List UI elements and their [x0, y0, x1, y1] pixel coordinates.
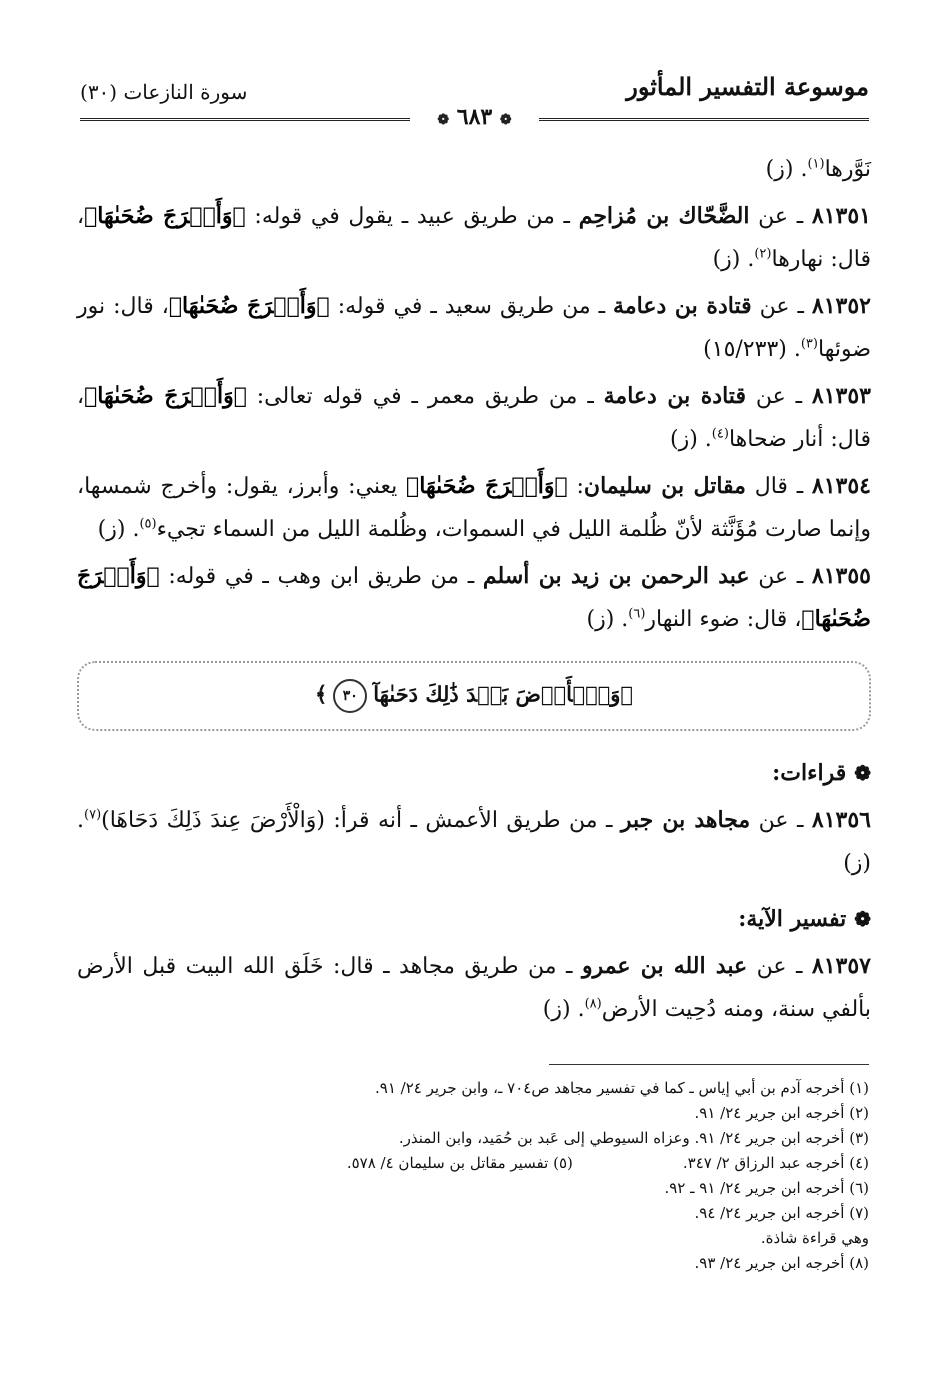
surah-label: سورة النازعات (٣٠) [80, 80, 248, 104]
entry-81356: ٨١٣٥٦ ـ عن مجاهد بن جبر ـ من طريق الأعمش ـ أنه قرأ: (وَالْأَرْضَ عِندَ ذَلِكَ دَحَاهَا)$^{(٧)}$. (ز) [77, 807, 871, 876]
footnote-7: (٧) أخرجه ابن جرير ٢٤/ ٩٤. [694, 1204, 869, 1222]
footnote-8: (٨) أخرجه ابن جرير ٢٤/ ٩٣. [694, 1254, 869, 1272]
section-heading-tafsir: ❁تفسير الآية: [77, 899, 871, 939]
footnote-ref: (١) [807, 156, 825, 172]
entry-continuation: نَوَّرها$^{(١)}$. (ز) [765, 156, 871, 182]
footnote-separator [549, 1064, 869, 1065]
entry-81357: ٨١٣٥٧ ـ عن عبد الله بن عمرو ـ من طريق مجاهد ـ قال: خَلَق الله البيت قبل الأرض بألفي سنة، ومنه دُحِيت الأرض$^{(٨)}$. (ز) [77, 953, 871, 1022]
footnote-4: (٤) أخرجه عبد الرزاق ٢/ ٣٤٧. [682, 1154, 869, 1172]
entry-81353: ٨١٣٥٣ ـ عن قتادة بن دعامة ـ من طريق معمر ـ في قوله تعالى: ﴿وَأَخۡرَجَ ضُحَىٰهَا﴾، قال: أنار ضحاها$^{(٤)}$. (ز) [77, 383, 871, 452]
footnote-2: (٢) أخرجه ابن جرير ٢٤/ ٩١. [694, 1104, 869, 1122]
footnote-1: (١) أخرجه آدم بن أبي إياس ـ كما في تفسير مجاهد ص٧٠٤ ـ، وابن جرير ٢٤/ ٩١. [375, 1079, 869, 1097]
page-body [77, 148, 871, 1035]
footnote-ref: (٢) [754, 246, 772, 262]
entry-81355: ٨١٣٥٥ ـ عن عبد الرحمن بن زيد بن أسلم ـ من طريق ابن وهب ـ في قوله: ﴿وَأَخۡرَجَ ضُحَىٰهَا﴾، قال: ضوء النهار$^{(٦)}$. (ز) [77, 563, 871, 632]
entry-81352: ٨١٣٥٢ ـ عن قتادة بن دعامة ـ من طريق سعيد ـ في قوله: ﴿وَأَخۡرَجَ ضُحَىٰهَا﴾، قال: نور ضوئها$^{(٣)}$. (١٥/٢٣٣) [77, 293, 871, 362]
entry-81351: ٨١٣٥١ ـ عن الضَّحّاك بن مُزاحِم ـ من طريق عبيد ـ يقول في قوله: ﴿وَأَخۡرَجَ ضُحَىٰهَا﴾، قال: نهارها$^{(٢)}$. (ز) [77, 203, 871, 272]
footnote-ref: (٦) [628, 606, 646, 622]
flower-icon: ❁ [854, 907, 871, 931]
footnote-3: (٣) أخرجه ابن جرير ٢٤/ ٩١. وعزاه السيوطي إلى عَبد بن حُمَيد، وابن المنذر. [398, 1129, 869, 1147]
ornament-icon: ❁ [437, 112, 450, 128]
footnote-6: (٦) أخرجه ابن جرير ٢٤/ ٩١ ـ ٩٢. [664, 1179, 869, 1197]
footnote-ref: (٨) [584, 996, 602, 1012]
footnote-ref: (٣) [800, 336, 818, 352]
footnote-7-note: وهي قراءة شاذة. [760, 1229, 869, 1247]
footnote-ref: (٧) [84, 807, 102, 823]
footnote-5: (٥) تفسير مقاتل بن سليمان ٤/ ٥٧٨. [346, 1154, 573, 1172]
footnote-ref: (٤) [711, 426, 729, 442]
page-number: ٦٨٣ [456, 104, 493, 130]
footnotes [79, 1076, 869, 1276]
book-title: موسوعة التفسير المأثور [626, 72, 869, 101]
footnote-ref: (٥) [139, 516, 157, 532]
ornament-icon: ❁ [499, 112, 512, 128]
ayah-text: ﴿وَٱلۡأَرۡضَ بَعۡدَ ذَٰلِكَ دَحَىٰهَآ٣٠﴾ [315, 679, 633, 713]
page-number-line [0, 104, 949, 130]
ayah-number-marker: ٣٠ [333, 679, 367, 713]
section-heading-qiraat: ❁قراءات: [77, 753, 871, 793]
entry-81354: ٨١٣٥٤ ـ قال مقاتل بن سليمان: ﴿وَأَخۡرَجَ ضُحَىٰهَا﴾ يعني: وأبرز، يقول: وأخرج شمسها، وإنما صارت مُؤَنَّثة لأنّ ظُلمة الليل في السموات، وظُلمة الليل من السماء تجيء$^{(٥)}$. (ز) [77, 473, 871, 542]
footnote-row-4-5 [79, 1151, 869, 1176]
flower-icon: ❁ [854, 761, 871, 785]
ayah-box [77, 661, 871, 731]
